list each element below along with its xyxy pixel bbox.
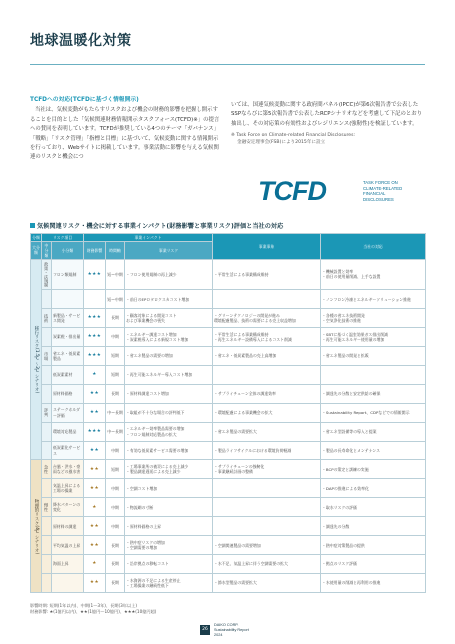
row-small-category-text: 台風・洪水・豪雨などの風水害 [53,464,81,475]
row-timeframe-text: 中期 [111,334,119,340]
row-small-category-text: 原材料価格 [53,391,73,397]
row-event-text: ・省エネ製品の需要拡大 [214,429,257,434]
row-biz-risk-text: ・原材料価格の上昇 [126,523,162,529]
row-mid-category [42,384,52,403]
row-biz-risk-text: ・沿岸拠点の移転コスト [126,561,169,567]
row-timeframe-text: 短〜中期 [107,271,123,277]
tcfd-logo-tagline [363,180,402,202]
row-response-text: ・DAPの推進による効率化 [322,485,369,491]
row-impact-rating [84,498,106,517]
row-small-category [52,328,84,347]
report-mark-line1: DAIKO CORP. [214,623,239,627]
row-small-category [52,290,84,309]
row-timeframe-text: 短期 [111,466,119,472]
table-row [31,403,426,422]
row-timeframe-text: 中期 [111,523,119,529]
row-biz-risk [125,403,213,422]
tcfd-logo [231,176,425,206]
row-impact-rating [84,259,106,290]
row-biz-risk [125,460,213,479]
row-mid-category-text: 評判 [44,408,50,417]
row-timeframe-text: 短期 [111,372,119,378]
row-impact-rating [84,290,106,309]
row-small-category-text: 平均気温の上昇 [53,542,81,548]
page-number: 26 [200,625,210,635]
row-event [213,574,321,593]
row-mid-category [42,259,52,290]
row-timeframe [106,422,125,441]
row-timeframe-text: 中期 [111,485,119,491]
tcfd-section-heading: TCFDへの対応(TCFDに基づく情報開示) [30,97,139,103]
row-response [321,384,426,403]
row-biz-risk [125,498,213,517]
row-biz-risk-text: ・顧客対象による開発コスト および事業機会の喪失 [126,312,177,324]
row-small-category-text: 降水パターンの変化 [53,502,81,513]
header-bunrui: 分類 [32,234,40,240]
row-response [321,403,426,422]
header-biz-impact: 事業インパクト [84,234,213,242]
table-row [31,309,426,328]
row-impact-rating-text: ★ [92,561,97,567]
row-timeframe-text: 中期 [111,504,119,510]
row-small-category-text: 炭素税・排出量 [53,334,81,340]
row-biz-risk [125,328,213,347]
row-biz-risk [125,574,213,593]
row-response [321,498,426,517]
row-response [321,290,426,309]
tcfd-tagline-2: CLIMATE-RELATED [363,185,403,191]
row-timeframe-text: 中〜長期 [107,410,123,416]
row-mid-category [42,422,52,441]
row-biz-risk [125,441,213,460]
row-response [321,309,426,328]
row-small-category [52,517,84,536]
row-response-text: ・BCPの策定と訓練の実施 [322,466,369,472]
row-small-category-text: フロン類規制 [53,271,77,277]
row-timeframe [106,555,125,574]
row-impact-rating [84,555,106,574]
row-impact-rating-text: ★★★ [87,315,102,321]
row-biz-risk [125,346,213,365]
row-timeframe-text: 中期 [111,447,119,453]
row-timeframe-text: 短〜中期 [107,296,123,302]
row-event [213,536,321,555]
row-biz-risk [125,290,213,309]
row-impact-rating-text: ★★★ [87,271,102,277]
row-biz-risk [125,309,213,328]
row-mid-category-text: 技術 [44,313,50,323]
row-response-text: ・水使用量の削減と再利用の推進 [322,580,381,586]
row-timeframe-text: 短期 [111,353,119,359]
square-bullet-icon [30,223,35,228]
row-impact-rating-text: ★★★ [87,334,102,340]
row-impact-rating-text: ★★ [89,542,100,548]
row-response-text: ・SBTに基づく温室効果ガス排出削減 ・再生可能エネルギー使用量の増加 [322,331,388,342]
row-timeframe [106,346,125,365]
table-row [31,536,426,555]
row-small-category [52,365,84,384]
row-response-text: ・各種の省エネ技術開発 ・空気浄化技術の推進 [322,312,365,324]
header-impact: 財務影響 [84,242,106,260]
row-response [321,441,426,460]
row-small-category [52,460,84,479]
row-mid-category [42,498,52,517]
row-small-category [52,574,84,593]
tcfd-footnote-line1: ※ Task Force on Climate-related Financial Disclosures: [231,133,356,139]
row-small-category [52,259,84,290]
category-transition: 移行リスク(1.5℃〜2℃シナリオ) [31,259,42,460]
row-mid-category [42,403,52,422]
row-small-category-text: 気温上昇による工場の操業 [53,483,81,494]
row-mid-category [42,365,52,384]
row-biz-risk [125,536,213,555]
row-timeframe [106,498,125,517]
table-row [31,384,426,403]
row-response-text: ・調達先の分散 [322,523,350,529]
tcfd-logo-mark: TCFD [258,176,326,206]
row-biz-risk-text: ・原材料調達コスト増加 [126,391,169,397]
table-row [31,517,426,536]
row-mid-category [42,536,52,555]
row-small-category [52,309,84,328]
table-row [31,346,426,365]
row-timeframe-text: 長期 [111,580,119,586]
page-title: 地球温暖化対策 [30,33,132,49]
row-biz-risk-text: ・取組が不十分な場合の評判低下 [126,410,185,416]
row-impact-rating [84,328,106,347]
table-footnote-line1: 影響時期: 短期(1年以内)、中期(1〜3年)、長期(3年以上) [30,603,137,608]
tcfd-tagline-4: DISCLOSURES [363,196,394,202]
row-response-text: ・熱中症対策製品の提供 [322,542,365,548]
row-small-category [52,403,84,422]
table-row [31,290,426,309]
row-response-text: ・ノンフロン冷凍とエネルギーソリューション推進 [322,296,411,302]
row-impact-rating [84,441,106,460]
row-small-category [52,422,84,441]
row-small-category-text: 低炭素素材 [53,372,73,378]
table-heading-text: 気候関連リスク・機会に対する事業インパクト(財務影響と事業リスク)評価と当社の対応 [37,223,284,230]
table-heading [30,221,283,230]
header-timeframe: 時間軸 [106,242,125,260]
row-event-text: ・節水型製品の需要拡大 [214,580,257,586]
table-row [31,441,426,460]
row-event-text: ・サプライチェーンの強靭化 ・事業継続計画の整備 [214,464,265,475]
row-biz-risk [125,479,213,498]
row-event [213,309,321,328]
row-small-category [52,498,84,517]
row-response [321,259,426,290]
row-impact-rating-text: ★★★ [87,429,102,434]
category-physical: 物理的リスク(4℃シナリオ) [31,460,42,593]
row-small-category-text: 原材料の調達 [53,523,77,529]
row-impact-rating-text: ★★★ [87,353,102,359]
row-response-text: ・取水リスクの評価 [322,504,357,510]
row-event-text: ・省エネ・低炭素製品の売上高増加 [214,353,277,359]
row-timeframe [106,479,125,498]
row-impact-rating [84,460,106,479]
row-biz-risk-text: ・物流網の寸断 [126,504,154,510]
row-response-text: ・拠点のリスク評価 [322,561,357,567]
row-mid-category [42,517,52,536]
row-small-category-text: 新製品・サービス開発 [53,312,81,324]
climate-risk-table [30,233,426,593]
row-impact-rating-text: ★★ [89,410,100,416]
row-timeframe [106,536,125,555]
row-timeframe-text: 中〜長期 [107,429,123,434]
row-response [321,328,426,347]
row-timeframe [106,365,125,384]
row-event [213,403,321,422]
table-row [31,422,426,441]
row-event-text: ・グリーンテクノロジーの開発が進み 環境配慮製品、技術の需要による売上収益増加 [214,312,296,324]
row-impact-rating [84,574,106,593]
row-mid-category [42,479,52,498]
row-mid-category-text: 急性 [44,465,50,474]
table-row [31,328,426,347]
table-row [31,365,426,384]
row-biz-risk-text: ・空調コスト増加 [126,485,158,491]
row-impact-rating-text: ★ [92,504,97,510]
table-footnote-line2: 財務影響: ★(1億円以内)、★★(1億円〜10億円)、★★★(10億円超) [30,608,157,614]
report-mark-line2: Sustainability Report [214,627,249,632]
row-response [321,365,426,384]
row-response [321,517,426,536]
row-impact-rating-text: ★★ [89,466,100,472]
row-small-category [52,346,84,365]
row-biz-risk [125,365,213,384]
row-mid-category [42,460,52,479]
report-mark-line3: 2024 [214,632,223,637]
row-mid-category [42,309,52,328]
row-response [321,346,426,365]
row-impact-rating-text: ★ [92,372,97,378]
row-impact-rating [84,403,106,422]
intro-left-body: 当社は、気候変動がもたらすリスクおよび機会の財務的影響を把握し開示することを目的とした「気候関連財務情報開示タスクフォース(TCFD)※」の提言への賛同を表明しています。TCFDが推奨している4つのテーマ「ガバナンス」「戦略」「リスク管理」「指標と目標」に基づいて、気候変動に関する情報開示を行っており、Webサイトに掲載しています。事業活動に影響を与える気候関連のリスクと機会につ [30,107,220,161]
row-timeframe [106,441,125,460]
intro-left-column [30,96,220,163]
row-event [213,259,321,290]
header-biz-risk: 事業リスク [125,242,213,260]
header-event: 事業事象 [213,234,321,260]
table-row [31,574,426,593]
row-impact-rating [84,479,106,498]
table-row [31,479,426,498]
row-response [321,536,426,555]
tcfd-tagline-1: TASK FORCE ON [363,180,398,185]
row-response-text: ・省エネ製品の開発と拡販 [322,353,369,359]
row-small-category-text: 省エネ・低炭素製品 [53,350,81,361]
row-timeframe [106,290,125,309]
row-response-text: ・省エネ型設備等の導入と提案 [322,429,377,434]
row-timeframe [106,259,125,290]
row-event [213,290,321,309]
row-biz-risk [125,384,213,403]
row-impact-rating-text: ★★ [89,580,100,586]
row-mid-category [42,574,52,593]
row-mid-category-text: 政策・法規制 [44,261,50,287]
row-mid-category [42,346,52,365]
row-impact-rating-text: ★★ [89,447,100,453]
row-biz-risk-text: ・省エネ製品の需要の増加 [126,353,173,359]
row-event-text: ・空調関連製品の需要増加 [214,542,261,548]
row-impact-rating-text: ★★ [89,523,100,529]
intro-right-column [231,101,425,146]
row-biz-risk-text: ・有効な低炭素サービス需要の増加 [126,447,189,453]
row-timeframe-text: 長期 [111,542,119,548]
row-event [213,328,321,347]
header-small: 小分類 [52,242,84,260]
row-mid-category [42,441,52,460]
tcfd-tagline-3: FINANCIAL [363,191,386,197]
row-event [213,555,321,574]
report-mark [214,623,249,637]
row-mid-category [42,290,52,309]
row-mid-category-text: 市場 [44,351,50,361]
row-response-text: ・Sustainability Report、CDPなどでの情報開示 [322,410,410,416]
row-event-text: ・製品ライフサイクルにおける環境負荷軽減 [214,447,292,453]
row-small-category-text: ステークホルダー評価 [53,407,80,418]
row-mid-category [42,328,52,347]
row-impact-rating-text: ★★ [89,391,100,397]
row-response [321,422,426,441]
header-risk-item: リスク項目 [42,234,84,242]
row-response-text: ・調達先の分散と安定供給の確保 [322,391,381,397]
row-impact-rating [84,346,106,365]
row-impact-rating [84,536,106,555]
row-response [321,555,426,574]
row-event [213,384,321,403]
table-row [31,259,426,290]
intro-right-body: いては、国連気候変動に関する政府間パネル(IPCC)が第6次報告書で公表したSSPならびに第5次報告書で公表したRCPシナリオなどを考慮して下記のとおり抽出し、その対応策の有効性およびレジリエンス(強靭性)を検証しています。 [231,102,423,127]
row-event [213,479,321,498]
row-biz-risk [125,517,213,536]
row-response-text: ・製品の長寿命化とメンテナンス [322,447,381,453]
row-impact-rating [84,422,106,441]
header-response: 当社の対応 [321,234,426,260]
row-biz-risk [125,555,213,574]
row-biz-risk-text: ・エネルギー効率製品需要の増加 ・フロン規制対応製品の拡大 [126,426,185,437]
row-event [213,498,321,517]
row-timeframe [106,309,125,328]
row-small-category [52,479,84,498]
table-row [31,555,426,574]
row-small-category-text: 環境対応製品 [53,429,77,434]
row-biz-risk-text: ・前日のEPロタロクスカコスト増加 [126,296,190,302]
tcfd-footnote [231,133,425,146]
row-timeframe [106,460,125,479]
row-biz-risk [125,259,213,290]
row-mid-category [42,555,52,574]
row-response [321,460,426,479]
row-event-text: ・環境配慮による事業機会の拡大 [214,410,273,416]
row-mid-category-text: 慢性 [44,503,50,512]
row-biz-risk-text: ・熱中症リスクの増加 ・空調需要の増加 [126,539,165,551]
row-biz-risk [125,422,213,441]
row-small-category [52,555,84,574]
row-impact-rating [84,365,106,384]
row-timeframe-text: 長期 [111,561,119,567]
row-biz-risk-text: ・工場事業所の被災による売上減少 ・製品調達遅延による売上減少 [126,464,189,475]
row-impact-rating [84,309,106,328]
row-small-category-text: 低炭素化サービス [53,445,81,456]
row-timeframe-text: 長期 [111,391,119,397]
row-event [213,441,321,460]
row-biz-risk-text: ・水資源の不足による生産停止 ・工場操業の継続性低下 [126,577,181,588]
row-timeframe [106,574,125,593]
title-rule [30,64,425,65]
row-event [213,346,321,365]
table-footnote [30,603,330,614]
row-event [213,460,321,479]
tcfd-footnote-line2: 金融安定理事会(FSB)により2015年に設立 [237,139,326,145]
row-event-text: ・サプライチェーン全体の調達効率 [214,391,276,397]
row-impact-rating-text: ★★ [89,485,100,491]
row-timeframe [106,403,125,422]
row-timeframe [106,328,125,347]
row-response-text: ・機械設置と効率 ・前日の使用量削減、上手な設置 [322,269,381,280]
row-event [213,517,321,536]
row-biz-risk-text: ・再生可能エネルギー導入コスト増加 [126,372,193,378]
row-timeframe-text: 長期 [111,315,119,321]
row-response [321,574,426,593]
row-response [321,479,426,498]
row-event-text: ・平常生活による事業構成維持 ・再生エネルギー設備導入によるコスト削減 [214,331,292,342]
row-small-category-text: 海面上昇 [53,561,69,567]
row-event [213,365,321,384]
header-mid: 中分類 [42,242,52,260]
row-small-category [52,441,84,460]
table-row [31,460,426,479]
row-impact-rating [84,517,106,536]
row-timeframe [106,517,125,536]
header-large: 大分類 [31,242,42,260]
row-biz-risk-text: ・エネルギー調達コスト増加 ・炭素税導入による新規コスト増加 [126,331,189,342]
row-impact-rating [84,384,106,403]
row-event-text: ・水不足、気温上昇に伴う空調需要の拡大 [214,561,288,567]
row-event [213,422,321,441]
row-timeframe [106,384,125,403]
table-row [31,498,426,517]
row-biz-risk-text: ・フロン使用規制の再上減少 [126,271,177,277]
row-small-category [52,384,84,403]
row-event-text: ・平常生活による事業構成維持 [214,271,269,277]
row-small-category [52,536,84,555]
